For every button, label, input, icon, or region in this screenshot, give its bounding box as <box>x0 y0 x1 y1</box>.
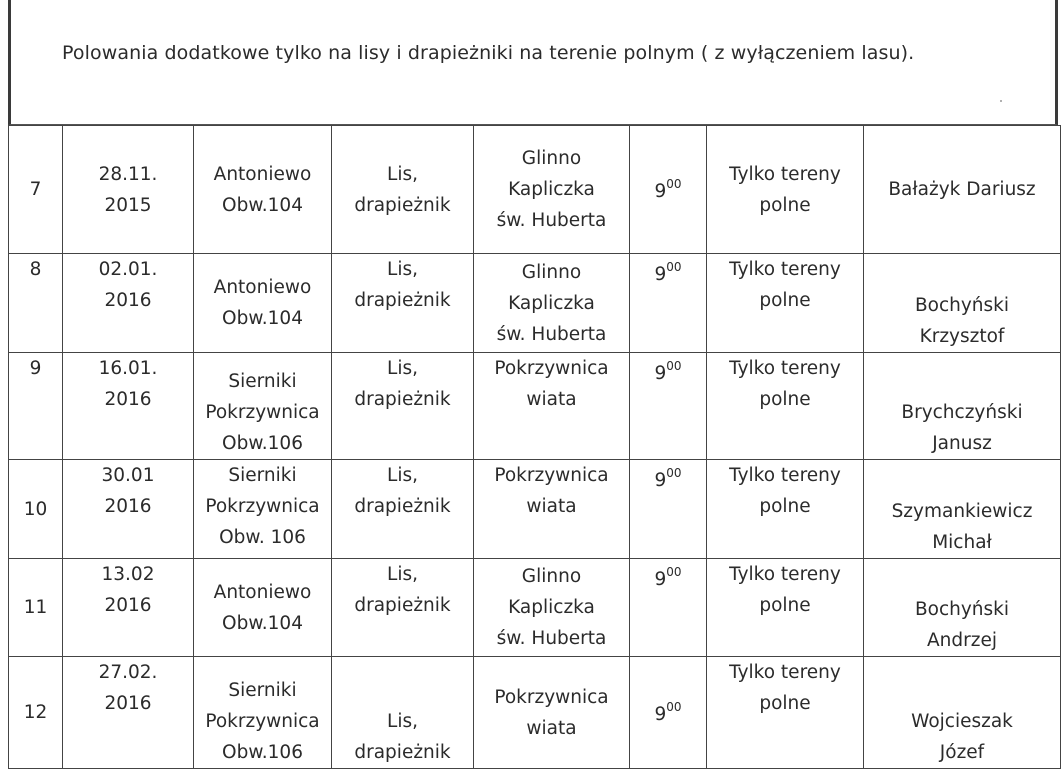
terrain-cell <box>707 657 864 769</box>
area-line: Pokrzywnica <box>205 711 320 732</box>
terrain-cell <box>707 353 864 460</box>
terrain-line: Tylko tereny <box>729 465 841 486</box>
date-line: 2016 <box>104 290 152 311</box>
place-cell <box>474 254 630 353</box>
area-line: Pokrzywnica <box>205 496 320 517</box>
table-row <box>9 460 1061 559</box>
hour-cell <box>630 460 707 559</box>
minutes-value: 00 <box>666 260 682 274</box>
game-line: drapieżnik <box>354 290 451 311</box>
row-number: 9 <box>9 353 63 460</box>
game-cell <box>332 126 474 254</box>
hour-value: 9 <box>654 704 667 726</box>
row-number: 11 <box>9 559 63 657</box>
date-line: 2016 <box>104 496 152 517</box>
game-cell <box>332 460 474 559</box>
terrain-line: polne <box>759 290 811 311</box>
place-cell <box>474 460 630 559</box>
date-line: 28.11. <box>98 163 158 185</box>
terrain-line: polne <box>759 389 811 410</box>
terrain-line: Tylko tereny <box>729 259 841 280</box>
area-line: Antoniewo <box>213 163 312 185</box>
game-line: drapieżnik <box>354 595 451 616</box>
place-cell <box>474 559 630 657</box>
terrain-cell <box>707 254 864 353</box>
place-line: Pokrzywnica <box>494 465 609 486</box>
terrain-line: polne <box>759 595 811 616</box>
date-line: 2016 <box>104 389 152 410</box>
game-line: Lis, <box>387 358 418 379</box>
area-cell <box>194 460 332 559</box>
hour-cell <box>630 254 707 353</box>
game-line: drapieżnik <box>354 194 451 216</box>
speck <box>1000 100 1002 102</box>
date-line: 2015 <box>104 194 152 216</box>
game-line: drapieżnik <box>354 389 451 410</box>
leader-line: Bałażyk Dariusz <box>888 179 1036 200</box>
hour-value: 9 <box>654 363 667 385</box>
place-line: Pokrzywnica <box>494 686 609 708</box>
date-line: 16.01. <box>98 358 158 379</box>
place-line: wiata <box>526 496 577 517</box>
hunts-table <box>8 125 1061 769</box>
leader-line: Bochyński <box>914 295 1010 316</box>
place-line: Glinno <box>521 261 582 283</box>
leader-line: Szymankiewicz <box>891 501 1033 522</box>
hour-cell <box>630 559 707 657</box>
terrain-line: Tylko tereny <box>729 662 841 683</box>
document-title: Polowania dodatkowe tylko na lisy i drapieżniki na terenie polnym ( z wyłączeniem lasu). <box>62 42 915 64</box>
table-row <box>9 254 1061 353</box>
date-line: 02.01. <box>98 259 158 280</box>
area-line: Sierniki <box>228 371 297 392</box>
leader-line: Krzysztof <box>919 326 1005 347</box>
terrain-line: polne <box>759 693 811 714</box>
date-cell <box>63 657 194 769</box>
date-cell <box>63 559 194 657</box>
hour-cell <box>630 353 707 460</box>
area-line: Sierniki <box>228 680 297 701</box>
minutes-value: 00 <box>666 565 682 579</box>
game-cell <box>332 353 474 460</box>
hour-value: 9 <box>654 181 667 203</box>
minutes-value: 00 <box>666 700 682 715</box>
date-line: 30.01 <box>101 465 155 486</box>
date-cell <box>63 460 194 559</box>
table-row <box>9 353 1061 460</box>
area-line: Antoniewo <box>213 277 312 298</box>
place-line: wiata <box>526 389 577 410</box>
leader-cell <box>864 657 1061 769</box>
terrain-cell <box>707 559 864 657</box>
date-line: 27.02. <box>98 662 158 683</box>
area-line: Obw. 106 <box>219 527 306 548</box>
leader-line: Andrzej <box>927 630 997 651</box>
place-line: św. Huberta <box>496 323 607 345</box>
terrain-cell <box>707 126 864 254</box>
hour-value: 9 <box>654 264 667 286</box>
game-line: Lis, <box>387 465 418 486</box>
leader-line: Bochyński <box>914 599 1010 620</box>
hour-cell <box>630 657 707 769</box>
place-cell <box>474 657 630 769</box>
table-row <box>9 657 1061 769</box>
leader-line: Brychczyński <box>901 402 1023 423</box>
area-cell <box>194 254 332 353</box>
area-cell <box>194 657 332 769</box>
terrain-line: polne <box>759 194 811 216</box>
place-cell <box>474 353 630 460</box>
place-line: Kapliczka <box>508 597 595 618</box>
area-line: Obw.104 <box>222 194 303 216</box>
place-line: Glinno <box>521 148 582 169</box>
area-line: Obw.106 <box>222 742 303 763</box>
area-line: Obw.104 <box>222 308 303 329</box>
terrain-line: Tylko tereny <box>729 358 841 379</box>
leader-cell <box>864 460 1061 559</box>
row-number: 10 <box>9 460 63 559</box>
hour-value: 9 <box>654 569 667 591</box>
minutes-value: 00 <box>666 359 682 373</box>
minutes-value: 00 <box>666 177 682 192</box>
game-cell <box>332 254 474 353</box>
place-line: Pokrzywnica <box>494 358 609 379</box>
row-number: 8 <box>9 254 63 353</box>
leader-cell <box>864 254 1061 353</box>
terrain-line: Tylko tereny <box>729 163 841 185</box>
terrain-cell <box>707 460 864 559</box>
game-line: drapieżnik <box>354 496 451 517</box>
game-line: Lis, <box>387 163 418 185</box>
game-cell <box>332 559 474 657</box>
leader-line: Józef <box>939 742 985 763</box>
area-line: Sierniki <box>228 465 297 486</box>
place-line: Kapliczka <box>508 179 595 200</box>
minutes-value: 00 <box>666 466 682 480</box>
game-line: Lis, <box>387 259 418 280</box>
row-number: 12 <box>9 657 63 769</box>
leader-line: Michał <box>932 532 992 553</box>
area-line: Obw.104 <box>222 612 303 634</box>
terrain-line: polne <box>759 496 811 517</box>
area-cell <box>194 126 332 254</box>
table-row <box>9 559 1061 657</box>
leader-cell <box>864 353 1061 460</box>
game-line: drapieżnik <box>354 742 451 763</box>
date-cell <box>63 126 194 254</box>
leader-cell <box>864 559 1061 657</box>
hour-value: 9 <box>654 470 667 492</box>
place-line: Glinno <box>521 566 582 587</box>
area-line: Pokrzywnica <box>205 402 320 423</box>
terrain-line: Tylko tereny <box>729 564 841 585</box>
place-line: Kapliczka <box>508 292 595 314</box>
game-line: Lis, <box>387 711 418 732</box>
game-line: Lis, <box>387 564 418 585</box>
leader-cell <box>864 126 1061 254</box>
area-line: Antoniewo <box>213 581 312 603</box>
date-line: 13.02 <box>101 564 155 585</box>
leader-line: Janusz <box>932 433 992 454</box>
date-cell <box>63 254 194 353</box>
place-line: św. Huberta <box>496 628 607 649</box>
date-line: 2016 <box>104 693 152 714</box>
place-cell <box>474 126 630 254</box>
date-cell <box>63 353 194 460</box>
place-line: św. Huberta <box>496 210 607 231</box>
row-number: 7 <box>9 126 63 254</box>
date-line: 2016 <box>104 595 152 616</box>
leader-line: Wojcieszak <box>911 711 1013 732</box>
game-cell <box>332 657 474 769</box>
area-line: Obw.106 <box>222 433 303 454</box>
area-cell <box>194 353 332 460</box>
place-line: wiata <box>526 717 577 739</box>
table-row <box>9 126 1061 254</box>
hour-cell <box>630 126 707 254</box>
area-cell <box>194 559 332 657</box>
